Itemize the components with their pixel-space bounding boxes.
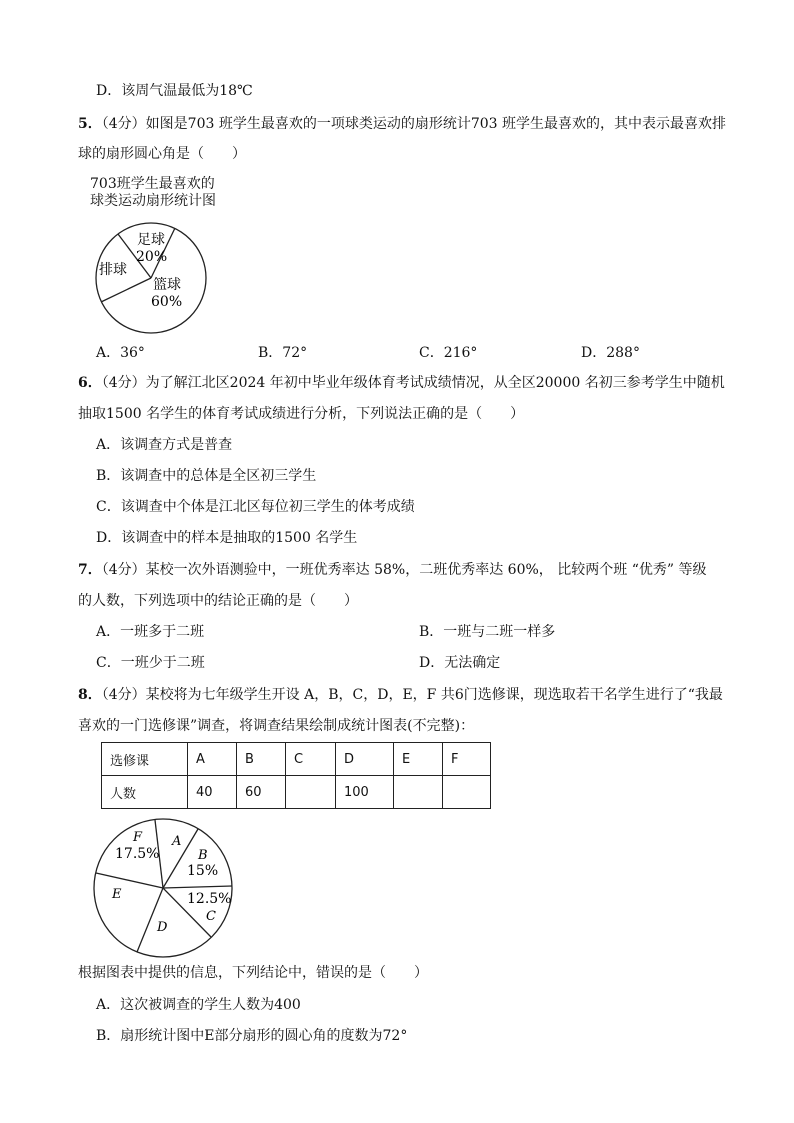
q6-option-a: A．该调查方式是普查 xyxy=(96,437,233,453)
q7-stem-line2: 的人数，下列选项中的结论正确的是（ ） xyxy=(78,593,358,609)
table-cell: A xyxy=(188,743,237,776)
q5-pie-chart xyxy=(93,220,209,336)
table-cell xyxy=(286,776,336,809)
q8-slice-value-b: 15% xyxy=(187,863,219,879)
q8-slice-label-a: A xyxy=(172,834,182,849)
q5-option-d: D．288° xyxy=(581,345,640,361)
table-cell xyxy=(443,776,491,809)
q5-stem-line2: 球的扇形圆心角是（ ） xyxy=(78,146,246,162)
q6-stem-line1: 6．（4分）为了解江北区2024 年初中毕业年级体育考试成绩情况，从全区20000 名初三参考学生中随机 xyxy=(78,375,725,391)
q5-slice-value-football: 20% xyxy=(136,249,168,265)
table-cell: 人数 xyxy=(102,776,188,809)
q5-slice-label-volleyball: 排球 xyxy=(99,262,127,278)
q8-slice-label-f: F xyxy=(133,830,143,845)
q5-slice-value-basketball: 60% xyxy=(151,294,183,310)
question-number: 8． xyxy=(78,687,102,703)
table-row xyxy=(102,776,491,809)
table-cell xyxy=(394,776,443,809)
q5-option-a: A．36° xyxy=(96,345,145,361)
q7-option-c: C．一班少于二班 xyxy=(96,655,205,671)
table-cell: C xyxy=(286,743,336,776)
q7-option-a: A．一班多于二班 xyxy=(96,624,205,640)
q5-slice-label-football: 足球 xyxy=(137,232,165,248)
q4-option-d: D．该周气温最低为18℃ xyxy=(96,83,253,99)
q8-slice-label-b: B xyxy=(198,848,208,863)
q8-slice-value-f: 17.5% xyxy=(115,846,160,862)
q8-slice-label-d: D xyxy=(157,920,168,935)
q8-after-chart-prompt: 根据图表中提供的信息，下列结论中，错误的是（ ） xyxy=(78,965,428,981)
table-cell: F xyxy=(443,743,491,776)
q5-option-b: B．72° xyxy=(258,345,308,361)
q8-slice-label-c: C xyxy=(206,909,216,924)
q5-option-c: C．216° xyxy=(419,345,478,361)
table-row xyxy=(102,743,491,776)
table-cell: 100 xyxy=(336,776,394,809)
table-cell: 40 xyxy=(188,776,237,809)
q5-stem-line1: 5．（4分）如图是703 班学生最喜欢的一项球类运动的扇形统计703 班学生最喜欢的，其中表示最喜欢排 xyxy=(78,116,726,132)
question-number: 6． xyxy=(78,375,102,391)
question-number: 7． xyxy=(78,562,102,578)
q8-stem-line2: 喜欢的一门选修课”调查，将调查结果绘制成统计图表(不完整)： xyxy=(78,718,475,734)
q8-pie-chart xyxy=(91,816,235,960)
table-cell: 选修课 xyxy=(102,743,188,776)
table-cell: D xyxy=(336,743,394,776)
q7-stem-line1: 7．（4分）某校一次外语测验中，一班优秀率达 58%，二班优秀率达 60%， 比较两个班 “优秀” 等级 xyxy=(78,562,707,578)
q5-slice-label-basketball: 篮球 xyxy=(153,277,181,293)
q8-option-a: A．这次被调查的学生人数为400 xyxy=(96,997,301,1013)
table-cell: 60 xyxy=(237,776,286,809)
q8-option-b: B．扇形统计图中E部分扇形的圆心角的度数为72° xyxy=(96,1028,408,1044)
table-cell: B xyxy=(237,743,286,776)
q6-option-c: C．该调查中个体是江北区每位初三学生的体考成绩 xyxy=(96,499,415,515)
q8-course-table xyxy=(101,742,491,809)
question-number: 5． xyxy=(78,116,102,132)
q8-slice-label-e: E xyxy=(112,887,122,902)
q5-chart-title-line2: 球类运动扇形统计图 xyxy=(90,193,216,209)
q7-option-b: B．一班与二班一样多 xyxy=(419,624,556,640)
table-cell: E xyxy=(394,743,443,776)
q6-option-b: B．该调查中的总体是全区初三学生 xyxy=(96,468,317,484)
q8-stem-line1: 8．（4分）某校将为七年级学生开设 A，B，C，D，E，F 共6门选修课，现选取若干名学生进行了“我最 xyxy=(78,687,723,703)
q8-slice-value-c: 12.5% xyxy=(187,891,232,907)
q6-option-d: D．该调查中的样本是抽取的1500 名学生 xyxy=(96,530,358,546)
q7-option-d: D．无法确定 xyxy=(419,655,501,671)
q5-chart-title-line1: 703班学生最喜欢的 xyxy=(90,176,215,192)
q6-stem-line2: 抽取1500 名学生的体育考试成绩进行分析，下列说法正确的是（ ） xyxy=(78,406,525,422)
